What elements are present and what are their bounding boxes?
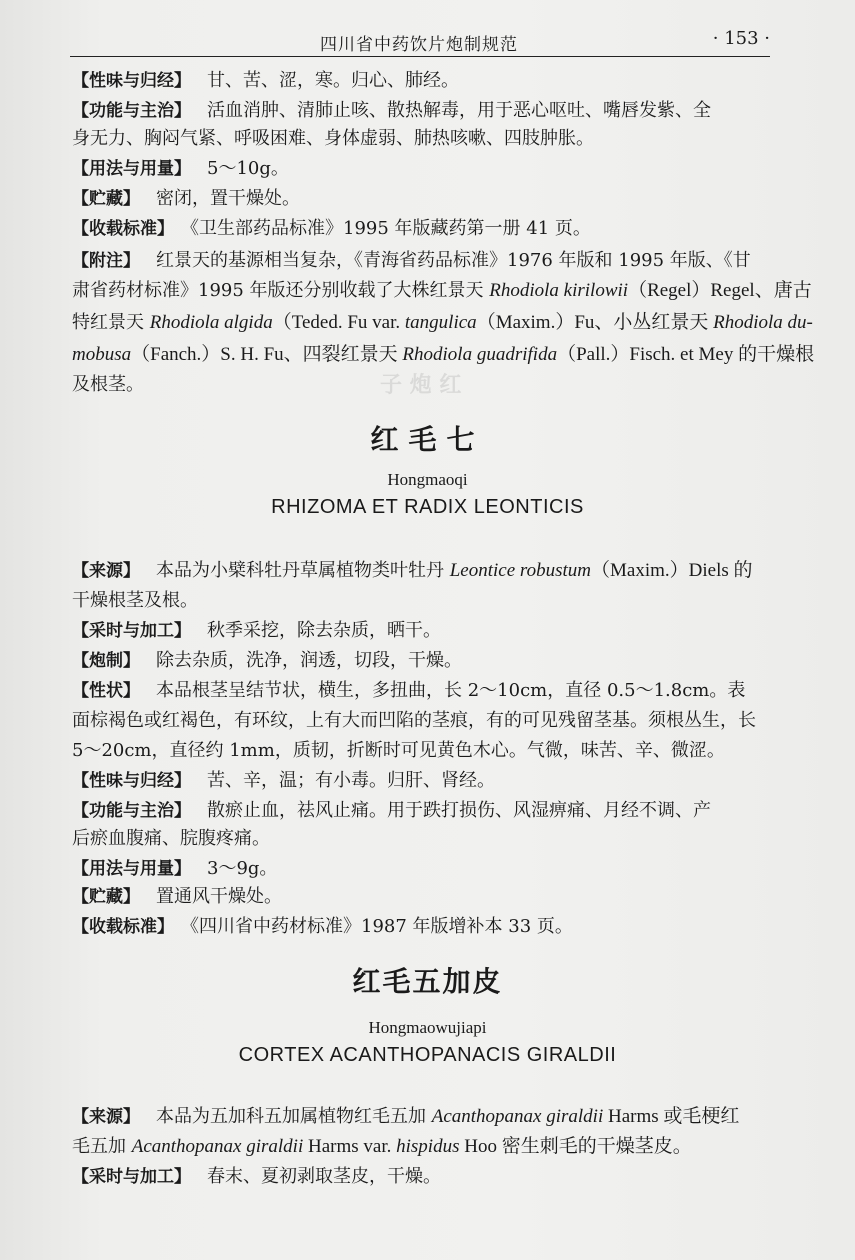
fuzhu-line-5: 及根茎。 bbox=[72, 374, 144, 395]
entry-fuzhu-0: 【 附注 】 红景天的基源相当复杂，《青海省药品标准》1976 年版和 1995 年版、《甘 bbox=[72, 246, 792, 276]
entry-gongneng-1: 【 功能与主治 】 散瘀止血，祛风止痛。用于跌打损伤、风湿痹痛、月经不调、产 bbox=[72, 796, 792, 826]
entry-laiyuan-1: 【 来源 】 本品为小檗科牡丹草属植物类叶牡丹 Leontice robustum（Maxim.）Diels 的 bbox=[72, 556, 792, 586]
running-title: 四川省中药饮片炮制规范 bbox=[320, 35, 518, 55]
entry-xingwei-0: 【 性味与归经 】 甘、苦、涩，寒。归心、肺经。 bbox=[72, 66, 792, 96]
page-number: · 153 · bbox=[712, 28, 770, 49]
entry-laiyuan-2-cont: 毛五加 Acanthopanax giraldii Harms var. hispidus Hoo 密生刺毛的干燥茎皮。 bbox=[72, 1136, 692, 1157]
entry-gongneng-1-cont: 后瘀血腹痛、脘腹疼痛。 bbox=[72, 828, 270, 849]
monograph-pinyin-hongmaoqi: Hongmaoqi bbox=[387, 470, 468, 489]
entry-caishou-2: 【 采时与加工 】 春末、夏初剥取茎皮，干燥。 bbox=[72, 1162, 792, 1192]
entry-yongfa-0: 【 用法与用量 】 5～10g。 bbox=[72, 154, 792, 184]
entry-laiyuan-1-cont: 干燥根茎及根。 bbox=[72, 590, 198, 611]
monograph-title-hongmaowujiapi: 红毛五加皮 bbox=[352, 965, 503, 998]
monograph-pinyin-hongmaowujiapi: Hongmaowujiapi bbox=[368, 1018, 487, 1037]
entry-zhucang-0: 【 贮藏 】 密闭，置干燥处。 bbox=[72, 184, 792, 214]
xingzhuang-line-2: 面棕褐色或红褐色，有环纹，上有大而凹陷的茎痕，有的可见残留茎基。须根丛生，长 bbox=[72, 710, 756, 731]
entry-gongneng-0-cont: 身无力、胸闷气紧、呼吸困难、身体虚弱、肺热咳嗽、四肢肿胀。 bbox=[72, 128, 594, 149]
entry-gongneng-0: 【 功能与主治 】 活血消肿、清肺止咳、散热解毒，用于恶心呕吐、嘴唇发紫、全 bbox=[72, 96, 792, 126]
monograph-title-hongmaoqi: 红毛七 bbox=[370, 423, 485, 456]
entry-biaozhun-0: 【 收载标准 】 《卫生部药品标准》1995 年版藏药第一册 41 页。 bbox=[72, 214, 792, 244]
entry-laiyuan-2: 【 来源 】 本品为五加科五加属植物红毛五加 Acanthopanax giraldii Harms 或毛梗红 bbox=[72, 1102, 792, 1132]
entry-caishou-1: 【 采时与加工 】 秋季采挖，除去杂质，晒干。 bbox=[72, 616, 792, 646]
entry-paozhi-1: 【 炮制 】 除去杂质，洗净，润透，切段，干燥。 bbox=[72, 646, 792, 676]
bleed-through: 子 炮 红 bbox=[380, 373, 462, 398]
fuzhu-line-4: mobusa（Fanch.）S. H. Fu、四裂红景天 Rhodiola guadrifida（Pall.）Fisch. et Mey 的干燥根 bbox=[72, 344, 815, 365]
fuzhu-line-2: 肃省药材标准》1995 年版还分别收载了大株红景天 Rhodiola kirilowii（Regel）Regel、唐古 bbox=[72, 280, 812, 301]
entry-xingwei-1: 【 性味与归经 】 苦、辛，温；有小毒。归肝、肾经。 bbox=[72, 766, 792, 796]
fuzhu-line-3: 特红景天 Rhodiola algida（Teded. Fu var. tangulica（Maxim.）Fu、小丛红景天 Rhodiola du- bbox=[72, 312, 813, 333]
page-header bbox=[70, 20, 770, 57]
entry-xingzhuang-1: 【 性状 】 本品根茎呈结节状，横生，多扭曲，长 2～10cm，直径 0.5～1.8cm。表 bbox=[72, 676, 792, 706]
xingzhuang-line-3: 5～20cm，直径约 1mm，质韧，折断时可见黄色木心。气微，味苦、辛、微涩。 bbox=[72, 740, 725, 761]
entry-yongfa-1: 【 用法与用量 】 3～9g。 bbox=[72, 854, 792, 884]
entry-biaozhun-1: 【 收载标准 】 《四川省中药材标准》1987 年版增补本 33 页。 bbox=[72, 912, 792, 942]
monograph-latin-hongmaoqi: RHIZOMA ET RADIX LEONTICIS bbox=[271, 496, 584, 518]
entry-zhucang-1: 【 贮藏 】 置通风干燥处。 bbox=[72, 882, 792, 912]
monograph-latin-hongmaowujiapi: CORTEX ACANTHOPANACIS GIRALDII bbox=[238, 1044, 617, 1066]
